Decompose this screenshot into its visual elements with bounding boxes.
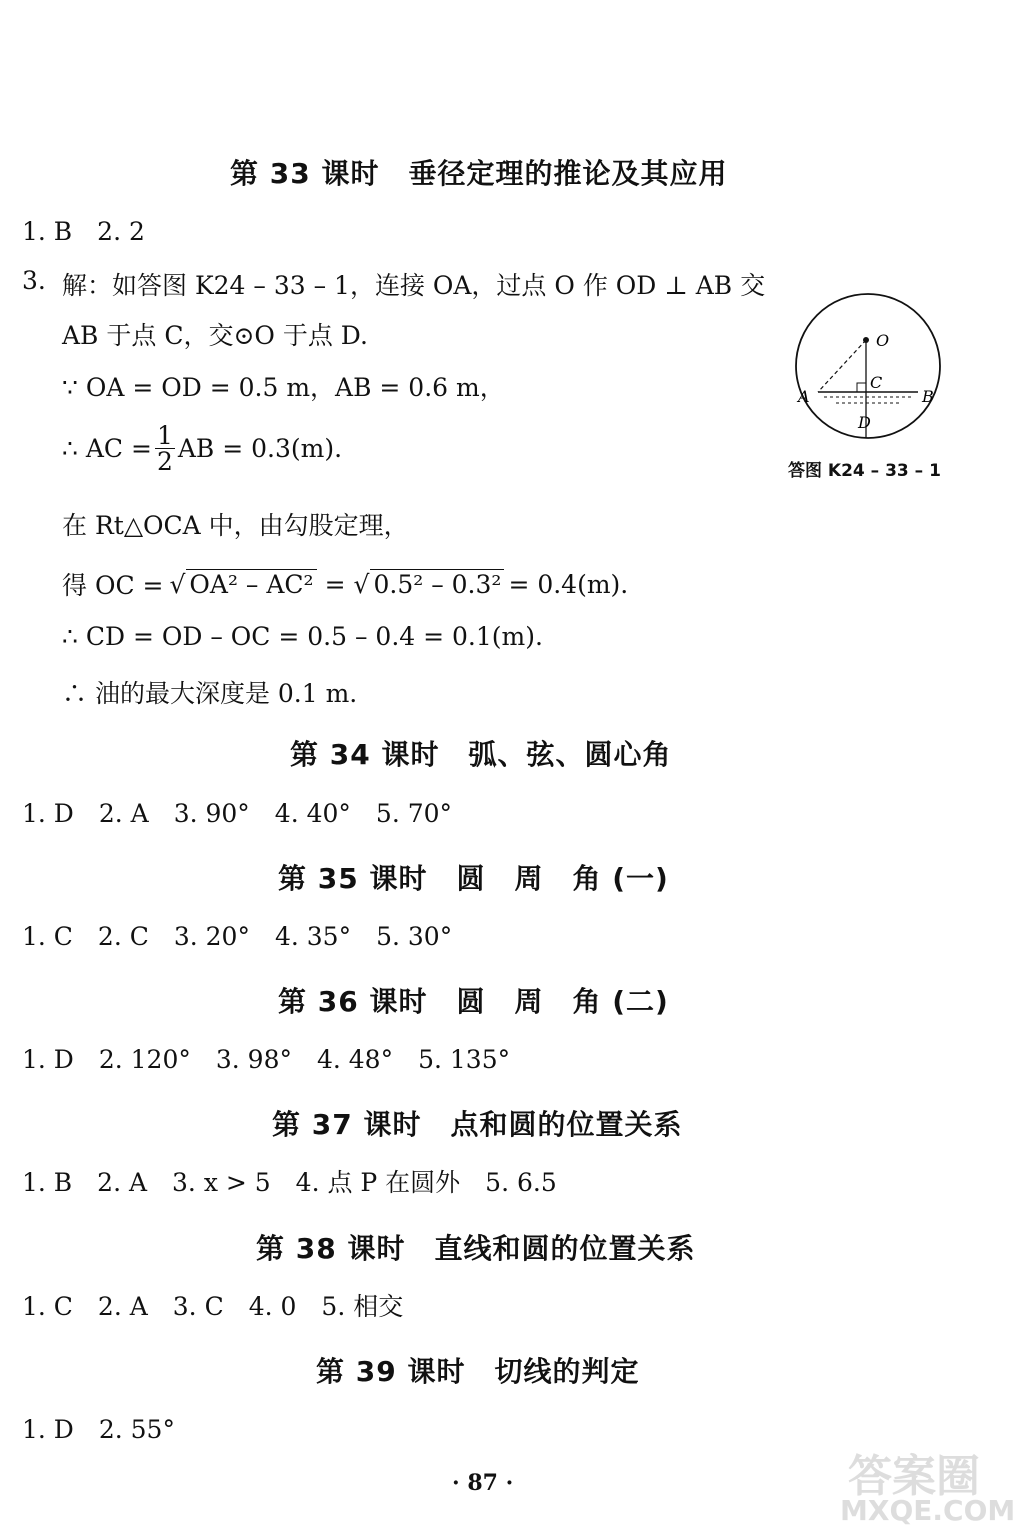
s35-answers: 1. C 2. C 3. 20° 4. 35° 5. 30° — [22, 922, 453, 951]
s38-answers: 1. C 2. A 3. C 4. 0 5. 相交 — [22, 1292, 404, 1321]
section-37-title: 第 37 课时 点和圆的位置关系 — [272, 1108, 683, 1141]
s34-answers: 1. D 2. A 3. 90° 4. 40° 5. 70° — [22, 799, 453, 828]
line4-suffix: AB = 0.3(m). — [177, 433, 343, 463]
s33-q3-line2: AB 于点 C，交⊙O 于点 D. — [62, 321, 368, 350]
fraction-denominator: 2 — [156, 446, 173, 476]
figure-caption: 答图 K24 – 33 – 1 — [788, 461, 941, 481]
s33-q3-line7: ∴ CD = OD – OC = 0.5 – 0.4 = 0.1(m). — [62, 622, 543, 651]
section-38-title: 第 38 课时 直线和圆的位置关系 — [256, 1232, 696, 1265]
label-a: A — [798, 387, 810, 406]
s33-q3-line1: 解：如答图 K24 – 33 – 1，连接 OA，过点 O 作 OD ⊥ AB 交 — [62, 271, 766, 300]
s37-answers: 1. B 2. A 3. x > 5 4. 点 P 在圆外 5. 6.5 — [22, 1168, 557, 1197]
right-angle-mark — [857, 383, 866, 392]
line4-prefix: ∴ AC = — [62, 433, 152, 463]
s33-q3-line3: ∵ OA = OD = 0.5 m，AB = 0.6 m， — [62, 373, 505, 402]
s33-q3-line6 — [62, 566, 628, 602]
s33-q3-line8: ∴ 油的最大深度是 0.1 m. — [62, 679, 358, 708]
s33-q3-line5: 在 Rt△OCA 中，由勾股定理， — [62, 511, 409, 540]
sqrt-sign-icon: √ — [353, 569, 370, 599]
section-36-title: 第 36 课时 圆 周 角 (二) — [278, 985, 669, 1018]
s33-answers-1-2: 1. B 2. 2 — [22, 217, 145, 246]
line6-equals: = — [324, 569, 346, 599]
s39-answers: 1. D 2. 55° — [22, 1415, 175, 1444]
fraction-one-half — [155, 420, 175, 476]
section-35-title: 第 35 课时 圆 周 角 (一) — [278, 862, 669, 895]
line6-prefix: 得 OC = — [62, 571, 164, 600]
segment-oa — [818, 340, 866, 392]
s36-answers: 1. D 2. 120° 3. 98° 4. 48° 5. 135° — [22, 1045, 511, 1074]
label-b: B — [922, 387, 934, 406]
page-number: · 87 · — [452, 1470, 514, 1496]
section-39-title: 第 39 课时 切线的判定 — [316, 1355, 640, 1388]
section-33-title: 第 33 课时 垂径定理的推论及其应用 — [230, 157, 728, 190]
sqrt-sign-icon: √ — [169, 569, 186, 599]
circle-diagram — [780, 290, 960, 450]
watermark-url: MXQE.COM — [840, 1494, 1016, 1527]
center-point — [863, 337, 869, 343]
fraction-numerator: 1 — [156, 420, 173, 450]
sqrt-radicand-2: 0.5² – 0.3² — [370, 569, 504, 599]
label-d: D — [858, 413, 871, 432]
label-o: O — [876, 331, 890, 350]
section-34-title: 第 34 课时 弧、弦、圆心角 — [290, 738, 672, 771]
label-c: C — [870, 373, 883, 392]
s33-q3-number: 3. — [22, 266, 46, 295]
line6-suffix: = 0.4(m). — [508, 569, 629, 599]
sqrt-radicand-1: OA² – AC² — [186, 569, 316, 599]
s33-q3-line4 — [62, 418, 342, 478]
watermark-logo: 答案圈 — [848, 1451, 980, 1502]
